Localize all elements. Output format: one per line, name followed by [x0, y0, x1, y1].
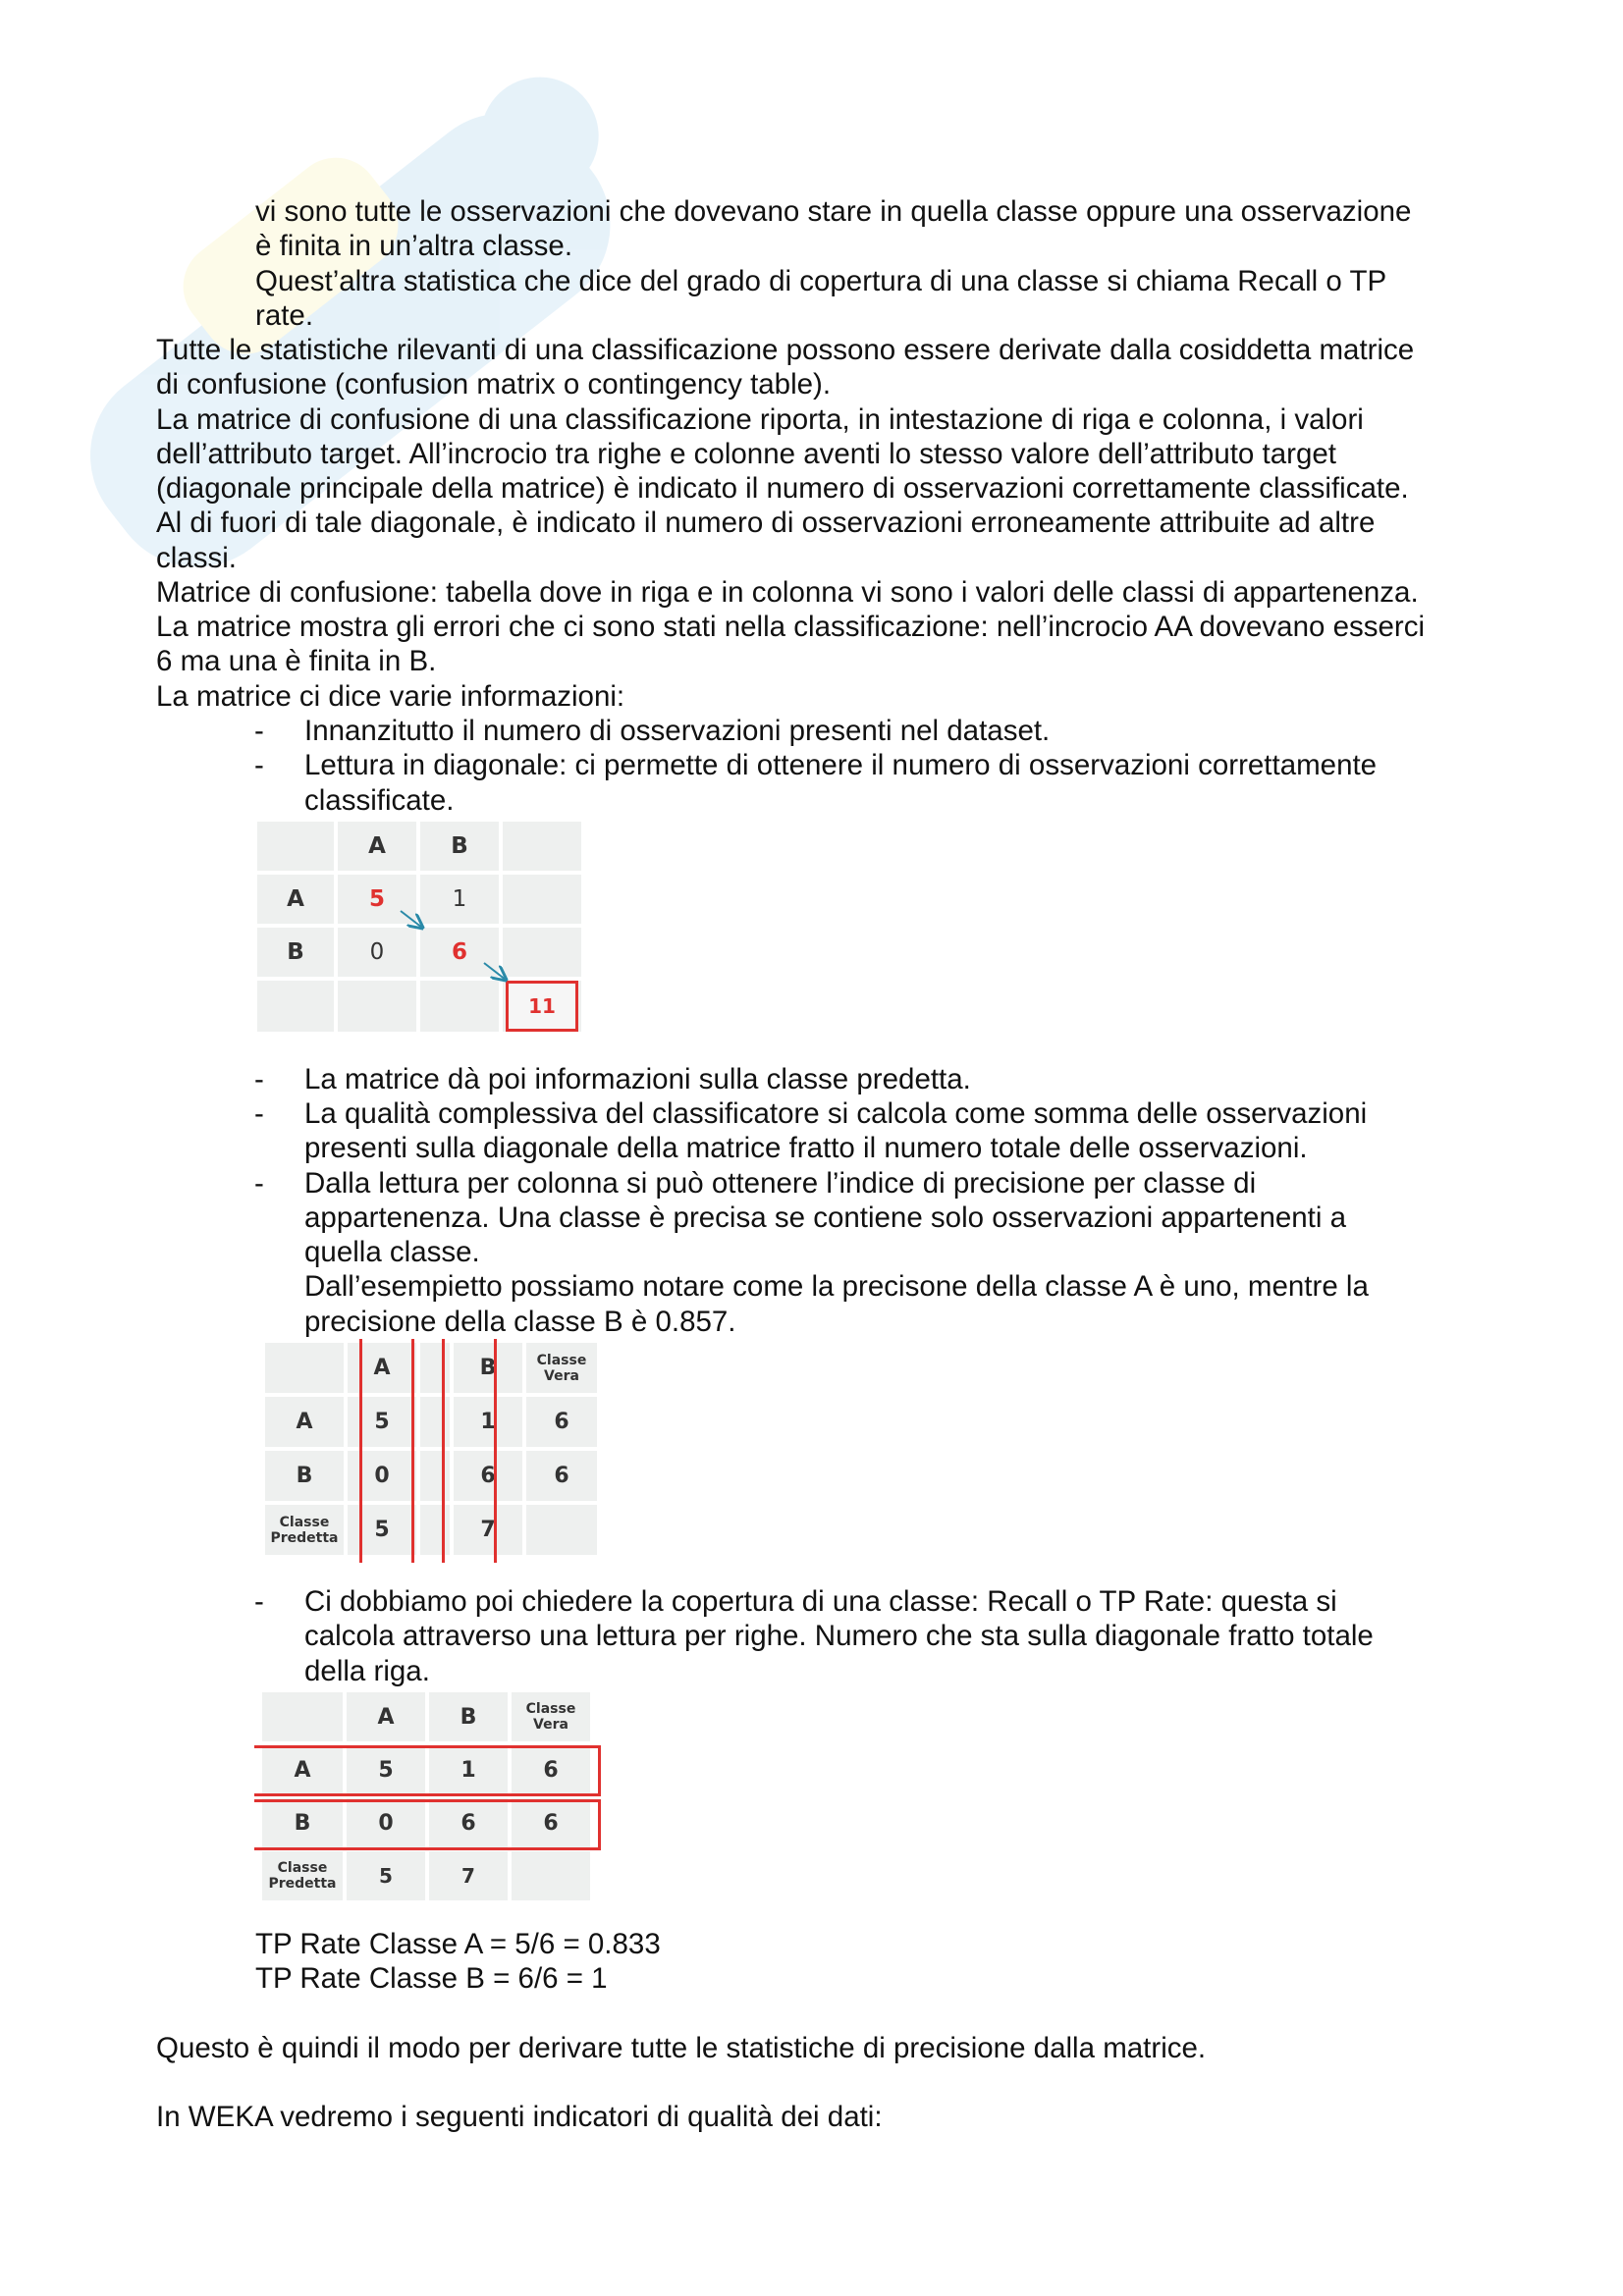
column-highlight-a — [359, 1339, 414, 1563]
text-line: classi. — [156, 542, 237, 574]
col-header-a: A — [345, 1690, 427, 1743]
row-highlight-a — [254, 1745, 601, 1796]
empty-cell — [524, 1503, 599, 1557]
header-line: Vera — [533, 1717, 568, 1733]
text-line: Matrice di confusione: tabella dove in riga e in colonna vi sono i valori delle classi di appartenenza. — [156, 576, 1419, 609]
confusion-matrix-recall — [258, 1688, 594, 1904]
text-line: di confusione (confusion matrix o contingency table). — [156, 368, 832, 400]
list-item: calcola attraverso una lettura per righe. Numero che sta sulla diagonale fratto totale — [304, 1620, 1374, 1652]
col-header-b: B — [452, 1341, 524, 1395]
cell-pred-b: 7 — [452, 1503, 524, 1557]
row-header-b: B — [260, 1796, 345, 1849]
text-line: dell’attributo target. All’incrocio tra righe e colonne aventi lo stesso valore dell’attributo target — [156, 438, 1336, 470]
cell-aa: 5 — [345, 1743, 427, 1796]
corner-cell — [263, 1341, 346, 1395]
cell-ba: 0 — [346, 1449, 418, 1503]
row-header-a: A — [263, 1395, 346, 1449]
text-line: Quest’altra statistica che dice del grado di copertura di una classe si chiama Recall o TP — [255, 265, 1387, 297]
list-item: classificate. — [304, 784, 455, 817]
row-header-a: A — [260, 1743, 345, 1796]
bullet-dash: - — [254, 1585, 264, 1618]
header-line: Classe — [536, 1352, 587, 1368]
cell-b-true: 6 — [524, 1449, 599, 1503]
row-header-predicted — [263, 1503, 346, 1557]
header-line: Classe — [279, 1514, 330, 1530]
text-line: La matrice ci dice varie informazioni: — [156, 680, 625, 713]
cell-b-true: 6 — [510, 1796, 592, 1849]
list-item: appartenenza. Una classe è precisa se contiene solo osservazioni appartenenti a — [304, 1201, 1347, 1234]
cell-pred-a: 5 — [346, 1503, 418, 1557]
list-item: della riga. — [304, 1655, 430, 1687]
bullet-dash: - — [254, 1167, 264, 1200]
header-line: Predetta — [268, 1876, 337, 1892]
col-header-a: A — [346, 1341, 418, 1395]
text-line: Al di fuori di tale diagonale, è indicato il numero di osservazioni erroneamente attribuite ad altre — [156, 507, 1376, 539]
arrow-icon — [401, 911, 422, 928]
tp-rate-b: TP Rate Classe B = 6/6 = 1 — [255, 1962, 608, 1995]
col-header-true-class — [524, 1341, 599, 1395]
cell-pred-a: 5 — [345, 1849, 427, 1902]
list-item: La matrice dà poi informazioni sulla classe predetta. — [304, 1063, 971, 1095]
header-line: Vera — [544, 1367, 579, 1384]
cell-bb: 6 — [452, 1449, 524, 1503]
row-highlight-b — [254, 1799, 601, 1850]
list-item: Dall’esempietto possiamo notare come la precisone della classe A è uno, mentre la — [304, 1270, 1369, 1303]
list-item: Innanzitutto il numero di osservazioni presenti nel dataset. — [304, 715, 1051, 747]
text-line: rate. — [255, 299, 314, 332]
empty-cell — [510, 1849, 592, 1902]
list-item: precisione della classe B è 0.857. — [304, 1306, 736, 1338]
diagonal-total: 11 — [506, 981, 578, 1032]
list-item: presenti sulla diagonale della matrice fratto il numero totale delle osservazioni. — [304, 1132, 1308, 1164]
cell-ba: 0 — [336, 926, 418, 979]
corner-cell — [260, 1690, 345, 1743]
bullet-dash: - — [254, 715, 264, 747]
col-header-b: B — [418, 820, 501, 873]
cell-ba: 0 — [345, 1796, 427, 1849]
bullet-dash: - — [254, 749, 264, 781]
row-header-b: B — [263, 1449, 346, 1503]
bullet-dash: - — [254, 1063, 264, 1095]
arrow-icon — [484, 963, 506, 980]
cell-pred-b: 7 — [427, 1849, 510, 1902]
diagonal-arrows — [253, 818, 587, 1043]
col-header-a: A — [336, 820, 418, 873]
row-header-a: A — [255, 873, 336, 926]
text-line: 6 ma una è finita in B. — [156, 645, 437, 677]
row-header-b: B — [255, 926, 336, 979]
cell-aa: 5 — [346, 1395, 418, 1449]
header-line: Classe — [277, 1860, 328, 1876]
cell-ab: 1 — [427, 1743, 510, 1796]
row-header-predicted — [260, 1849, 345, 1902]
header-line: Predetta — [270, 1529, 339, 1546]
list-item: quella classe. — [304, 1236, 480, 1268]
cell-a-true: 6 — [524, 1395, 599, 1449]
column-highlight-b — [442, 1339, 497, 1563]
list-item: Dalla lettura per colonna si può ottenere l’indice di precisione per classe di — [304, 1167, 1257, 1200]
col-header-true-class — [510, 1690, 592, 1743]
text-line: In WEKA vedremo i seguenti indicatori di qualità dei dati: — [156, 2101, 883, 2133]
cell-aa: 5 — [336, 873, 418, 926]
text-line: La matrice mostra gli errori che ci sono stati nella classificazione: nell’incrocio AA dovevano esserci — [156, 611, 1426, 643]
cell-bb: 6 — [418, 926, 501, 979]
text-line: Tutte le statistiche rilevanti di una classificazione possono essere derivate dalla cosiddetta matrice — [156, 334, 1415, 366]
bullet-dash: - — [254, 1097, 264, 1130]
list-item: Ci dobbiamo poi chiedere la copertura di una classe: Recall o TP Rate: questa si — [304, 1585, 1337, 1618]
cell-a-true: 6 — [510, 1743, 592, 1796]
text-line: La matrice di confusione di una classificazione riporta, in intestazione di riga e colonna, i valori — [156, 403, 1364, 436]
tp-rate-a: TP Rate Classe A = 5/6 = 0.833 — [255, 1928, 661, 1960]
cell-bb: 6 — [427, 1796, 510, 1849]
confusion-matrix-precision — [261, 1339, 601, 1559]
text-line: Questo è quindi il modo per derivare tutte le statistiche di precisione dalla matrice. — [156, 2032, 1207, 2064]
col-header-b: B — [427, 1690, 510, 1743]
text-line: è finita in un’altra classe. — [255, 230, 573, 262]
text-line: vi sono tutte le osservazioni che dovevano stare in quella classe oppure una osservazione — [255, 195, 1412, 228]
list-item: La qualità complessiva del classificatore si calcola come somma delle osservazioni — [304, 1097, 1368, 1130]
list-item: Lettura in diagonale: ci permette di ottenere il numero di osservazioni correttamente — [304, 749, 1378, 781]
cell-ab: 1 — [418, 873, 501, 926]
text-line: (diagonale principale della matrice) è indicato il numero di osservazioni correttamente classificate. — [156, 472, 1409, 505]
cell-ab: 1 — [452, 1395, 524, 1449]
header-line: Classe — [525, 1701, 576, 1717]
